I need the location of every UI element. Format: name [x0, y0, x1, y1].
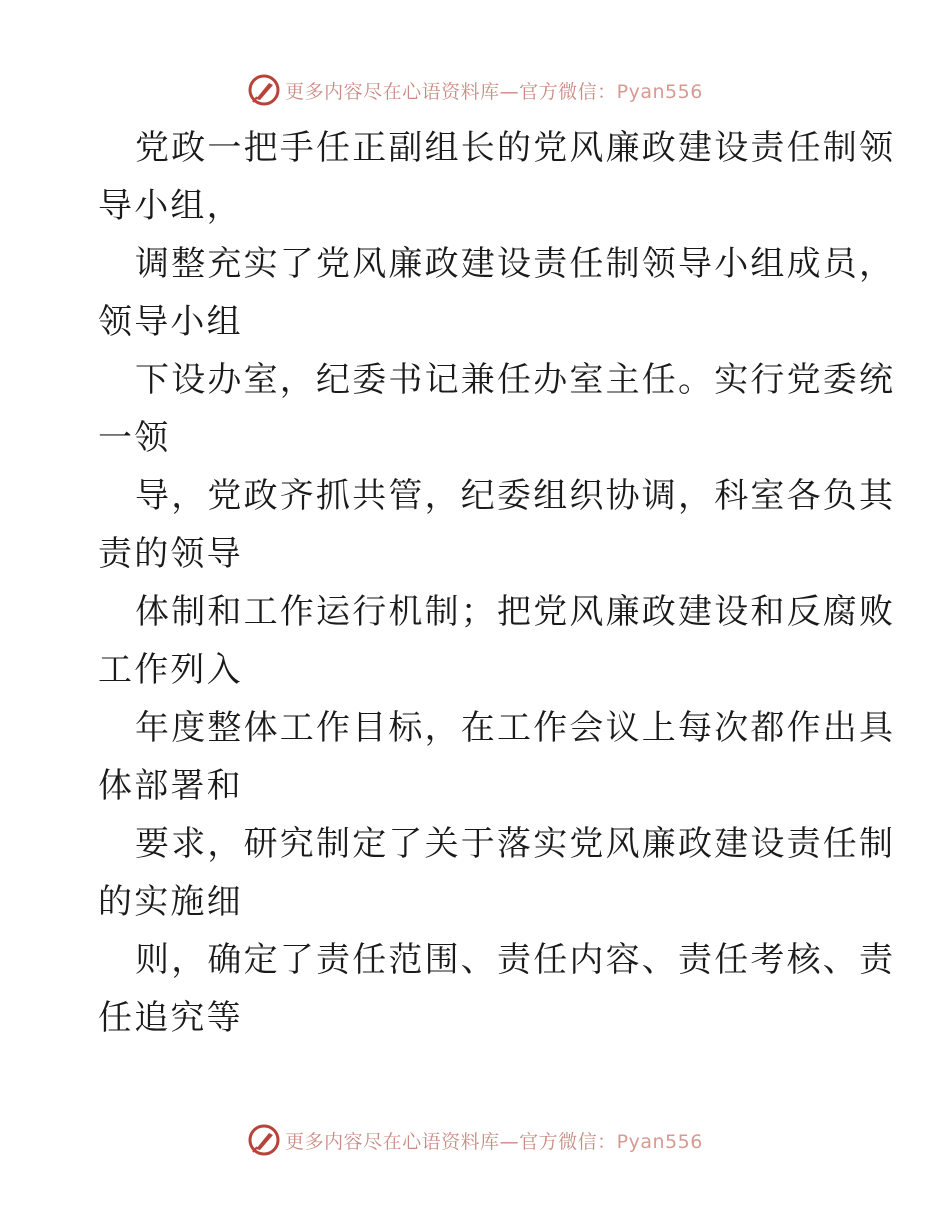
body-line: 下设办室，纪委书记兼任办室主任。实行党委统 — [135, 360, 896, 400]
body-line: 导，党政齐抓共管，纪委组织协调，科室各负其 — [135, 476, 896, 516]
body-line: 要求，研究制定了关于落实党风廉政建设责任制 — [135, 824, 896, 864]
header-banner-text: 更多内容尽在心语资料库—官方微信：Pyan556 — [285, 80, 703, 103]
body-line: 年度整体工作目标，在工作会议上每次都作出具 — [135, 708, 896, 748]
body-line: 体部署和 — [98, 766, 243, 806]
body-line: 体制和工作运行机制；把党风廉政建设和反腐败 — [135, 592, 896, 632]
body-line: 调整充实了党风廉政建设责任制领导小组成员， — [135, 244, 896, 284]
body-line: 党政一把手任正副组长的党风廉政建设责任制领 — [135, 128, 896, 168]
quill-logo-icon — [247, 1123, 281, 1157]
body-line: 工作列入 — [98, 650, 243, 690]
quill-logo-icon — [247, 73, 281, 107]
header-banner-id: Pyan556 — [616, 80, 703, 103]
body-line: 责的领导 — [98, 534, 243, 574]
header-banner — [0, 70, 950, 110]
body-line: 导小组， — [98, 186, 243, 226]
body-line: 的实施细 — [98, 882, 243, 922]
footer-banner — [0, 1120, 950, 1160]
body-line: 任追究等 — [98, 998, 243, 1038]
body-line: 领导小组 — [98, 302, 243, 342]
body-line: 则，确定了责任范围、责任内容、责任考核、责 — [135, 940, 896, 980]
footer-banner-text: 更多内容尽在心语资料库—官方微信：Pyan556 — [285, 1130, 703, 1153]
footer-banner-id: Pyan556 — [616, 1130, 703, 1153]
body-line: 一领 — [98, 418, 171, 458]
